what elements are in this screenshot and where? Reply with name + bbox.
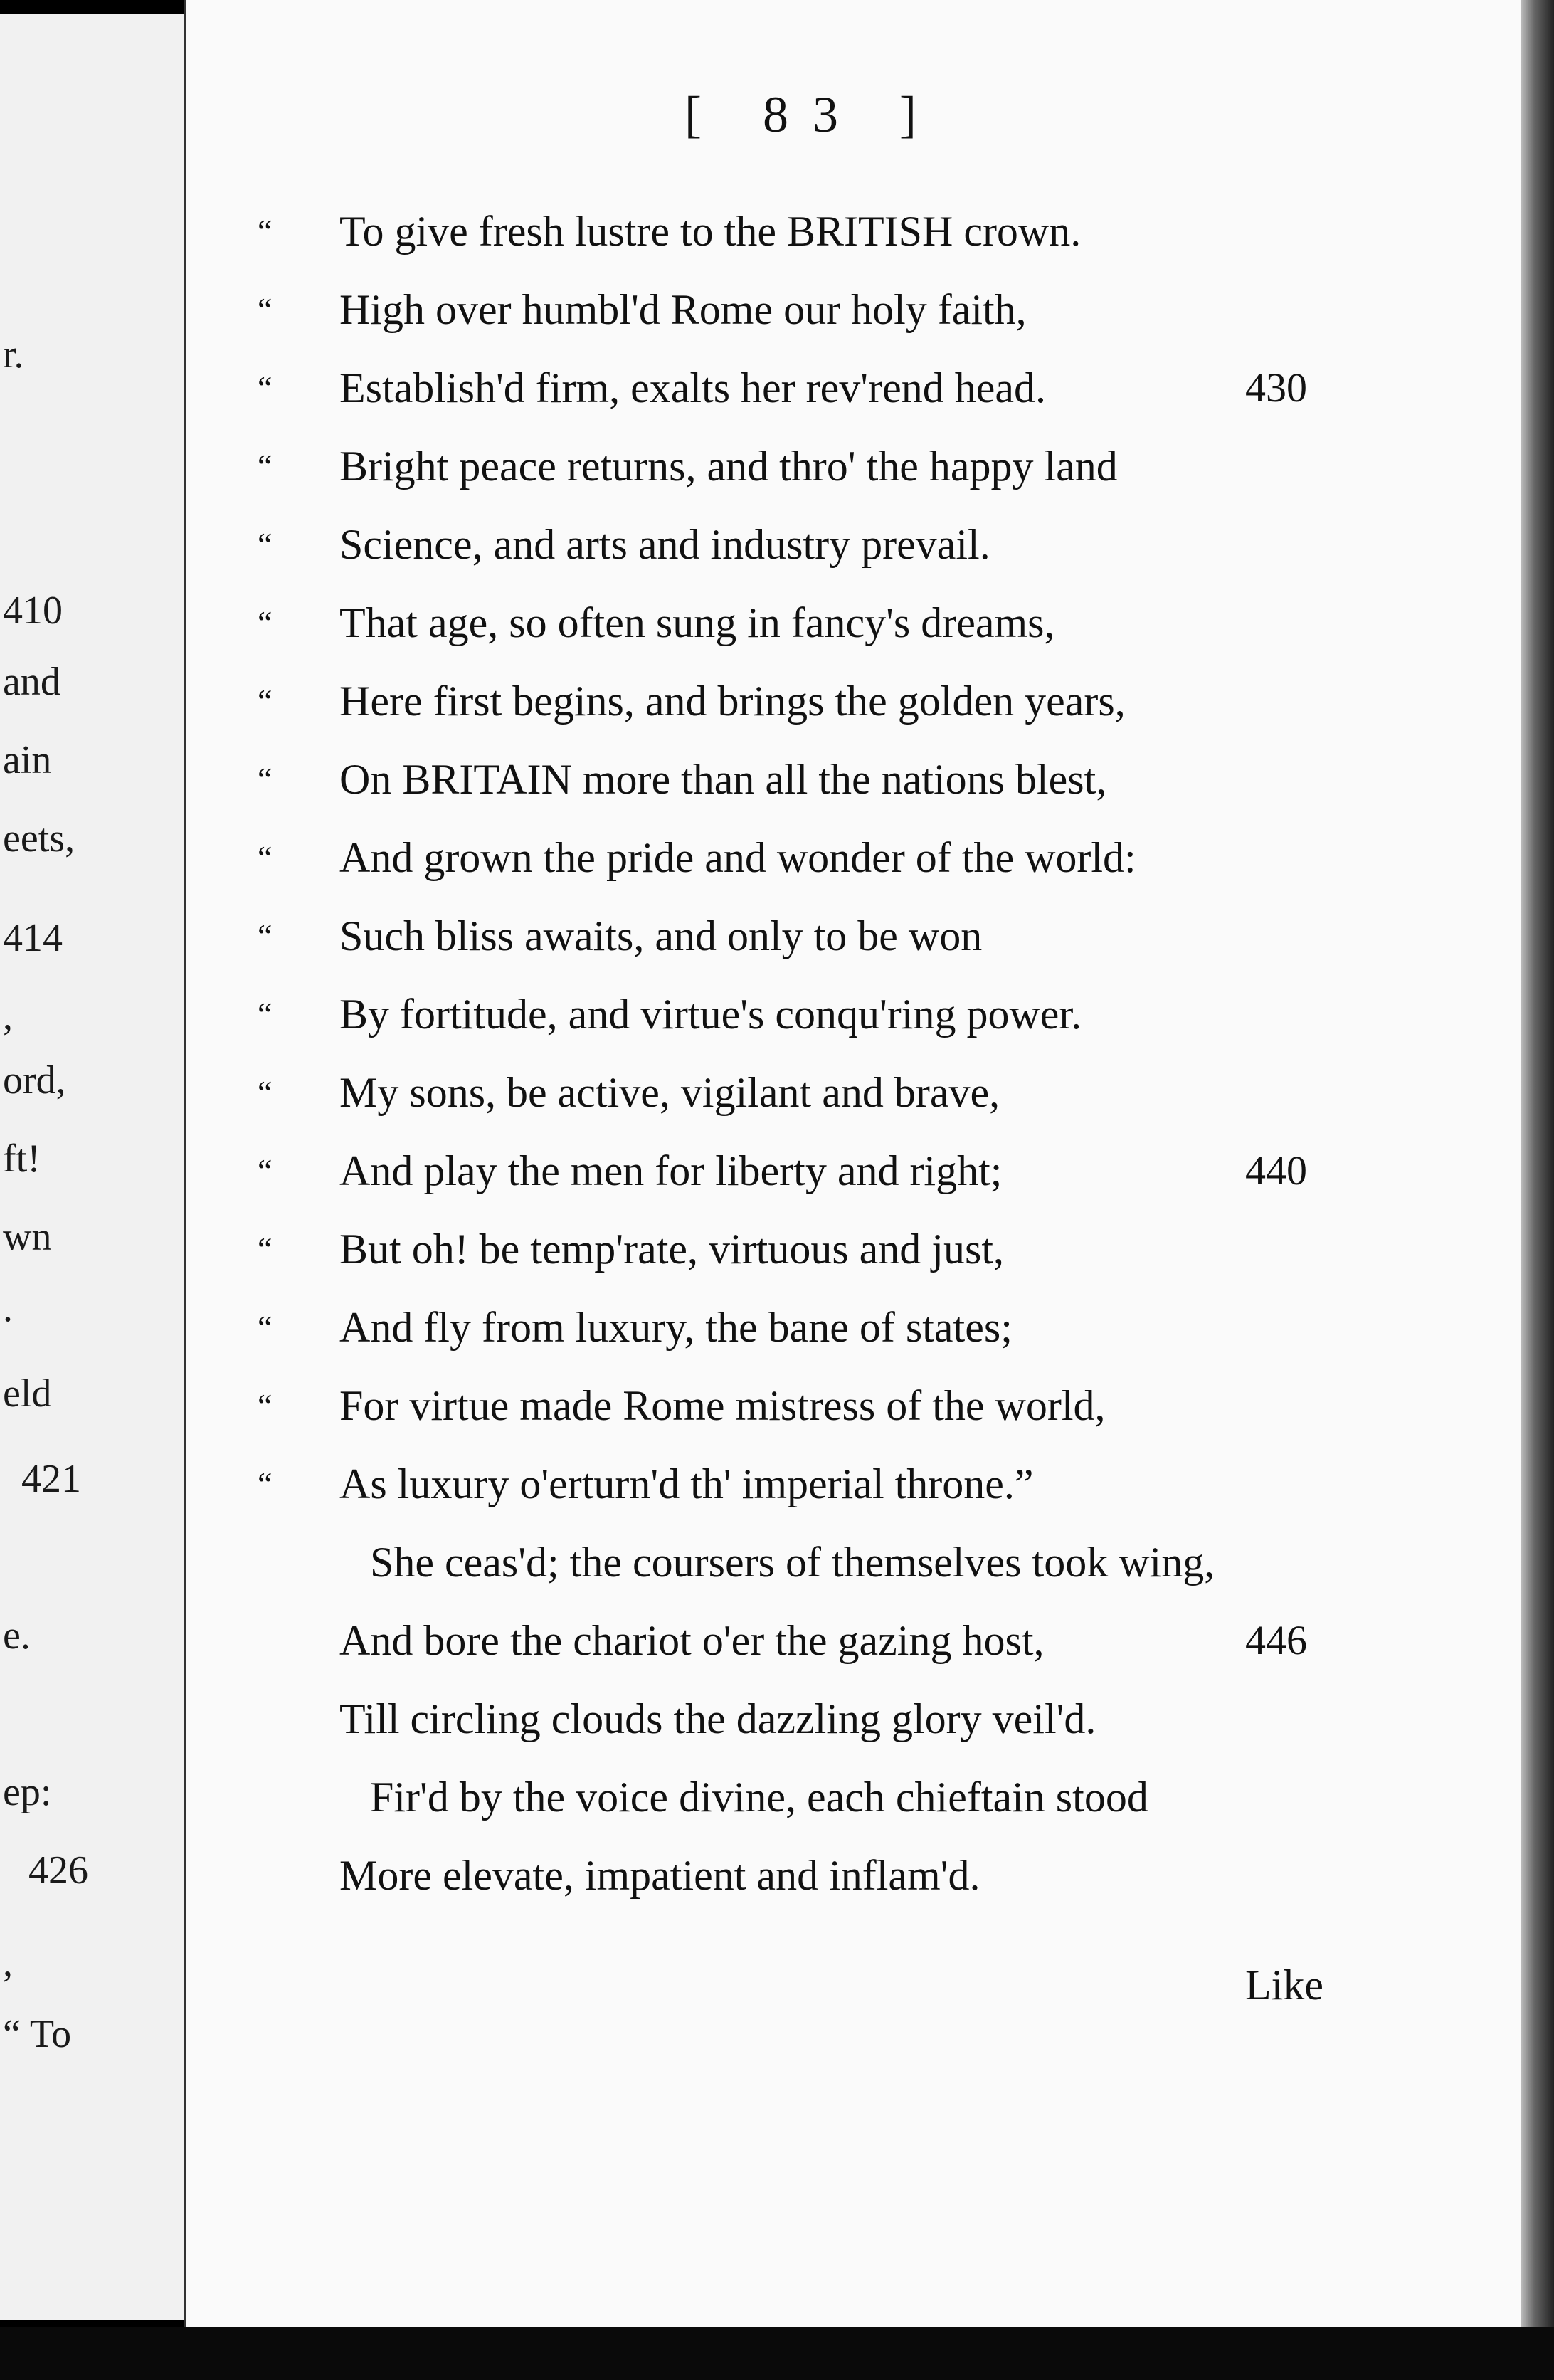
verse-text: High over humbl'd Rome our holy faith,	[339, 286, 1027, 333]
quote-mark: “	[258, 1231, 273, 1267]
page-edge-shadow	[1521, 0, 1554, 2380]
left-fragment: ft!	[3, 1137, 41, 1181]
quote-mark: “	[258, 213, 273, 249]
verse-text: But oh! be temp'rate, virtuous and just,	[339, 1226, 1004, 1273]
catchword: Like	[1245, 1962, 1323, 2008]
quote-mark: “	[258, 683, 273, 719]
quote-mark: “	[258, 1074, 273, 1110]
verse-line	[186, 274, 1526, 345]
verse-text: And bore the chariot o'er the gazing host,	[339, 1617, 1045, 1664]
verse-line	[186, 1448, 1526, 1520]
left-fragment: ,	[3, 1941, 13, 1985]
verse-text: For virtue made Rome mistress of the world,	[339, 1382, 1106, 1429]
left-fragment: r.	[3, 332, 24, 377]
left-fragment: e.	[3, 1613, 31, 1658]
verse-line	[186, 431, 1526, 502]
verse-text: Science, and arts and industry prevail.	[339, 521, 990, 568]
verse-text: As luxury o'erturn'd th' imperial throne.”	[339, 1460, 1034, 1507]
verse-line	[186, 1840, 1526, 1911]
page-number: [ 83 ]	[684, 86, 941, 143]
left-fragment: 414	[3, 916, 63, 960]
verse-line	[186, 587, 1526, 658]
verse-text: More elevate, impatient and inflam'd.	[339, 1852, 980, 1899]
verse-text: My sons, be active, vigilant and brave,	[339, 1069, 1000, 1116]
left-fragment: eets,	[3, 816, 75, 860]
left-fragment: ord,	[3, 1058, 66, 1102]
verse-line	[186, 900, 1526, 972]
verse-line	[186, 979, 1526, 1050]
quote-mark: “	[258, 1465, 273, 1502]
verse-text: That age, so often sung in fancy's dreams,	[339, 599, 1055, 646]
left-fragment: 426	[28, 1848, 88, 1892]
quote-mark: “	[258, 369, 273, 406]
verse-text: Such bliss awaits, and only to be won	[339, 912, 983, 959]
verse-line	[186, 1292, 1526, 1363]
line-number: 440	[1245, 1147, 1307, 1194]
verse-text: And fly from luxury, the bane of states;	[339, 1304, 1013, 1351]
verse-line	[186, 1135, 1526, 1206]
verse-text: And grown the pride and wonder of the world:	[339, 834, 1136, 881]
left-fragment: wn	[3, 1215, 52, 1259]
left-fragment: eld	[3, 1371, 52, 1416]
verse-line	[186, 509, 1526, 580]
verse-text: On BRITAIN more than all the nations blest,	[339, 756, 1107, 803]
verse-text: By fortitude, and virtue's conqu'ring power.	[339, 991, 1082, 1038]
quote-mark: “	[258, 1309, 273, 1345]
verse-line	[186, 1762, 1526, 1833]
verse-line	[186, 744, 1526, 815]
left-fragment: .	[3, 1286, 13, 1330]
verse-text: And play the men for liberty and right;	[339, 1147, 1003, 1194]
left-fragment: ,	[3, 994, 13, 1038]
quote-mark: “	[258, 526, 273, 562]
verse-line	[186, 1605, 1526, 1676]
left-fragment: 410	[3, 589, 63, 633]
left-fragment: ep:	[3, 1770, 52, 1814]
scan-border	[0, 2327, 1554, 2380]
quote-mark: “	[258, 448, 273, 484]
verse-line	[186, 1057, 1526, 1128]
line-number: 446	[1245, 1617, 1307, 1663]
facing-page-fragment	[0, 14, 191, 2320]
quote-mark: “	[258, 604, 273, 641]
verse-line	[186, 196, 1526, 267]
verse-text: Bright peace returns, and thro' the happy land	[339, 443, 1118, 490]
quote-mark: “	[258, 839, 273, 875]
verse-text: She ceas'd; the coursers of themselves took wing,	[370, 1539, 1215, 1586]
verse-text: Till circling clouds the dazzling glory veil'd.	[339, 1695, 1096, 1742]
verse-text: Establish'd firm, exalts her rev'rend head.	[339, 364, 1046, 411]
quote-mark: “	[258, 1387, 273, 1423]
quote-mark: “	[258, 1152, 273, 1189]
verse-line	[186, 822, 1526, 893]
verse-text: To give fresh lustre to the BRITISH crown.	[339, 208, 1082, 255]
verse-line	[186, 352, 1526, 423]
quote-mark: “	[258, 291, 273, 327]
verse-line	[186, 1683, 1526, 1754]
left-fragment: 421	[21, 1457, 81, 1501]
left-fragment: “ To	[3, 2012, 72, 2056]
quote-mark: “	[258, 761, 273, 797]
left-fragment: ain	[3, 738, 52, 782]
quote-mark: “	[258, 917, 273, 954]
verse-line	[186, 1213, 1526, 1285]
left-fragment: and	[3, 660, 60, 704]
verse-text: Here first begins, and brings the golden years,	[339, 678, 1126, 725]
book-page	[184, 0, 1526, 2327]
line-number: 430	[1245, 364, 1307, 411]
verse-text: Fir'd by the voice divine, each chieftain stood	[370, 1774, 1148, 1821]
verse-line	[186, 665, 1526, 737]
verse-line	[186, 1527, 1526, 1598]
quote-mark: “	[258, 996, 273, 1032]
verse-line	[186, 1370, 1526, 1441]
